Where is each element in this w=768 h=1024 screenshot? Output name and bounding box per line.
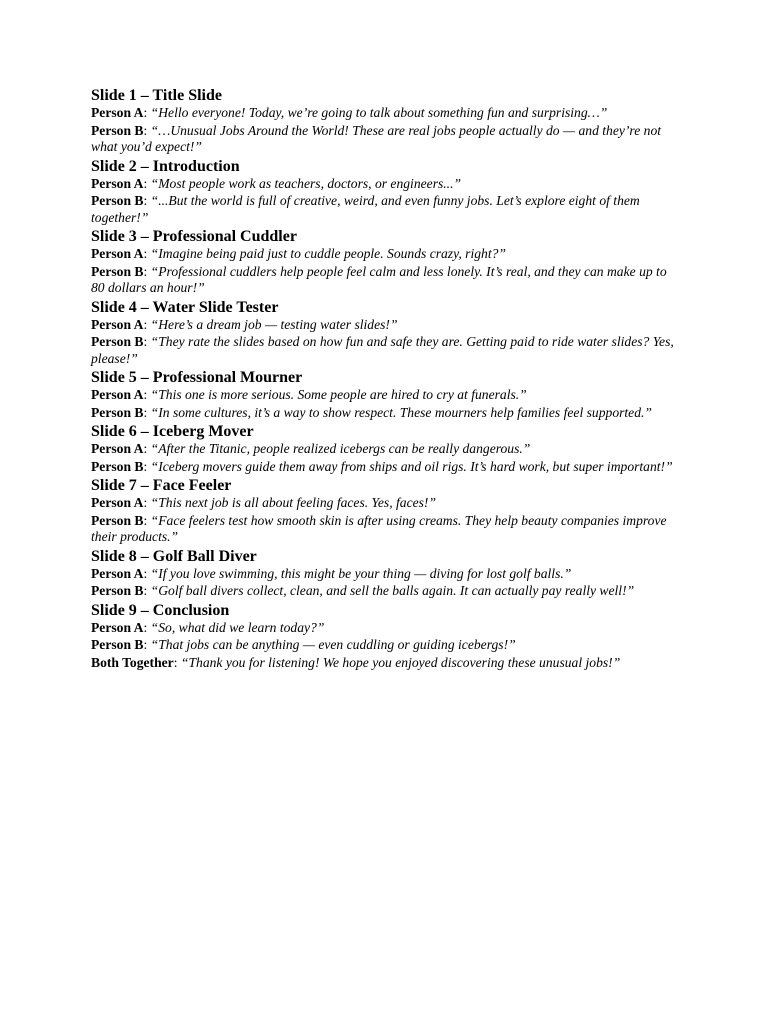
document-page <box>91 86 679 672</box>
slide-heading: Slide 7 – Face Feeler <box>91 477 232 494</box>
dialogue-line: Person B: “...But the world is full of creative, weird, and even funny jobs. Let’s explore eight of them together!” <box>91 193 640 225</box>
speaker-label: Person A <box>91 495 144 510</box>
dialogue-line: Person A: “Imagine being paid just to cuddle people. Sounds crazy, right?” <box>91 246 506 261</box>
slide-5-section <box>91 368 679 421</box>
dialogue-text: “That jobs can be anything — even cuddling or guiding icebergs!” <box>150 637 516 652</box>
dialogue-line: Person A: “Most people work as teachers, doctors, or engineers...” <box>91 175 462 191</box>
dialogue-text: “Professional cuddlers help people feel calm and less lonely. It’s real, and they can make up to 80 dollars an hour!” <box>91 263 667 295</box>
dialogue-text: “This next job is all about feeling faces. Yes, faces!” <box>150 495 437 510</box>
speaker-label: Person A <box>91 619 144 635</box>
dialogue-line: Person A: “If you love swimming, this might be your thing — diving for lost golf balls.” <box>91 565 572 581</box>
dialogue-text: “Hello everyone! Today, we’re going to talk about something fun and surprising…” <box>150 105 608 120</box>
slide-heading: Slide 3 – Professional Cuddler <box>91 228 297 245</box>
speaker-label: Person B <box>91 512 144 528</box>
dialogue-line: Both Together: “Thank you for listening! We hope you enjoyed discovering these unusual jobs!” <box>91 654 621 670</box>
dialogue-line: Person A: “So, what did we learn today?” <box>91 619 325 635</box>
slide-1-section <box>91 86 679 156</box>
dialogue-text: “Here’s a dream job — testing water slides!” <box>150 316 398 332</box>
dialogue-text: “They rate the slides based on how fun and safe they are. Getting paid to ride water slides? Yes, please!” <box>91 334 674 366</box>
speaker-label: Person B <box>91 193 144 208</box>
dialogue-text: “...But the world is full of creative, weird, and even funny jobs. Let’s explore eight of them together!” <box>91 193 640 225</box>
speaker-label: Person A <box>91 246 144 261</box>
dialogue-text: “…Unusual Jobs Around the World! These are real jobs people actually do — and they’re not what you’d expect!” <box>91 122 662 154</box>
speaker-label: Person A <box>91 175 144 191</box>
speaker-label: Person A <box>91 105 144 120</box>
dialogue-text: “This one is more serious. Some people are hired to cry at funerals.” <box>150 387 527 402</box>
dialogue-line: Person B: “In some cultures, it’s a way to show respect. These mourners help families feel supported.” <box>91 404 652 420</box>
slide-8-section <box>91 547 679 600</box>
slide-heading: Slide 4 – Water Slide Tester <box>91 298 279 316</box>
dialogue-text: “Imagine being paid just to cuddle people. Sounds crazy, right?” <box>150 246 506 261</box>
dialogue-text: “In some cultures, it’s a way to show respect. These mourners help families feel supported.” <box>150 404 652 420</box>
slide-2-section <box>91 157 679 227</box>
speaker-label: Both Together <box>91 654 174 670</box>
speaker-label: Person A <box>91 565 144 581</box>
speaker-label: Person B <box>91 404 144 420</box>
dialogue-text: “So, what did we learn today?” <box>150 619 325 635</box>
slide-heading: Slide 5 – Professional Mourner <box>91 369 303 386</box>
slide-7-section <box>91 476 679 546</box>
dialogue-line: Person B: “That jobs can be anything — even cuddling or guiding icebergs!” <box>91 637 516 652</box>
slide-4-section <box>91 298 679 368</box>
dialogue-line: Person A: “This one is more serious. Some people are hired to cry at funerals.” <box>91 387 527 402</box>
dialogue-line: Person A: “This next job is all about feeling faces. Yes, faces!” <box>91 495 437 510</box>
slide-heading: Slide 6 – Iceberg Mover <box>91 423 254 440</box>
dialogue-text: “After the Titanic, people realized icebergs can be really dangerous.” <box>150 441 531 456</box>
speaker-label: Person B <box>91 458 144 474</box>
speaker-label: Person A <box>91 387 144 402</box>
slide-3-section <box>91 227 679 297</box>
dialogue-line: Person A: “After the Titanic, people realized icebergs can be really dangerous.” <box>91 441 531 456</box>
speaker-label: Person B <box>91 122 144 138</box>
slide-heading: Slide 1 – Title Slide <box>91 87 222 104</box>
speaker-label: Person A <box>91 441 144 456</box>
slide-6-section <box>91 422 679 475</box>
dialogue-text: “If you love swimming, this might be your thing — diving for lost golf balls.” <box>150 565 572 581</box>
dialogue-line: Person B: “…Unusual Jobs Around the World! These are real jobs people actually do — and they’re not what you’d expect!” <box>91 122 662 154</box>
slide-heading: Slide 9 – Conclusion <box>91 601 230 619</box>
slide-heading: Slide 8 – Golf Ball Diver <box>91 547 257 565</box>
speaker-label: Person A <box>91 316 144 332</box>
dialogue-text: “Most people work as teachers, doctors, or engineers...” <box>150 175 462 191</box>
dialogue-text: “Face feelers test how smooth skin is after using creams. They help beauty companies improve their products.” <box>91 512 667 544</box>
dialogue-text: “Golf ball divers collect, clean, and sell the balls again. It can actually pay really well!” <box>150 583 635 598</box>
dialogue-text: “Iceberg movers guide them away from ships and oil rigs. It’s hard work, but super important!” <box>150 458 673 474</box>
dialogue-line: Person A: “Hello everyone! Today, we’re going to talk about something fun and surprising…” <box>91 105 608 120</box>
speaker-label: Person B <box>91 583 144 598</box>
dialogue-line: Person B: “They rate the slides based on how fun and safe they are. Getting paid to ride water slides? Yes, please!” <box>91 334 674 366</box>
dialogue-line: Person A: “Here’s a dream job — testing water slides!” <box>91 316 398 332</box>
speaker-label: Person B <box>91 334 144 349</box>
dialogue-line: Person B: “Face feelers test how smooth skin is after using creams. They help beauty companies improve their products.” <box>91 512 667 544</box>
slide-heading: Slide 2 – Introduction <box>91 157 240 175</box>
slide-9-section <box>91 601 679 672</box>
speaker-label: Person B <box>91 637 144 652</box>
dialogue-line: Person B: “Golf ball divers collect, clean, and sell the balls again. It can actually pay really well!” <box>91 583 635 598</box>
dialogue-text: “Thank you for listening! We hope you enjoyed discovering these unusual jobs!” <box>180 654 621 670</box>
speaker-label: Person B <box>91 263 144 279</box>
dialogue-line: Person B: “Iceberg movers guide them away from ships and oil rigs. It’s hard work, but super important!” <box>91 458 673 474</box>
dialogue-line: Person B: “Professional cuddlers help people feel calm and less lonely. It’s real, and they can make up to 80 dollars an hour!” <box>91 263 667 295</box>
